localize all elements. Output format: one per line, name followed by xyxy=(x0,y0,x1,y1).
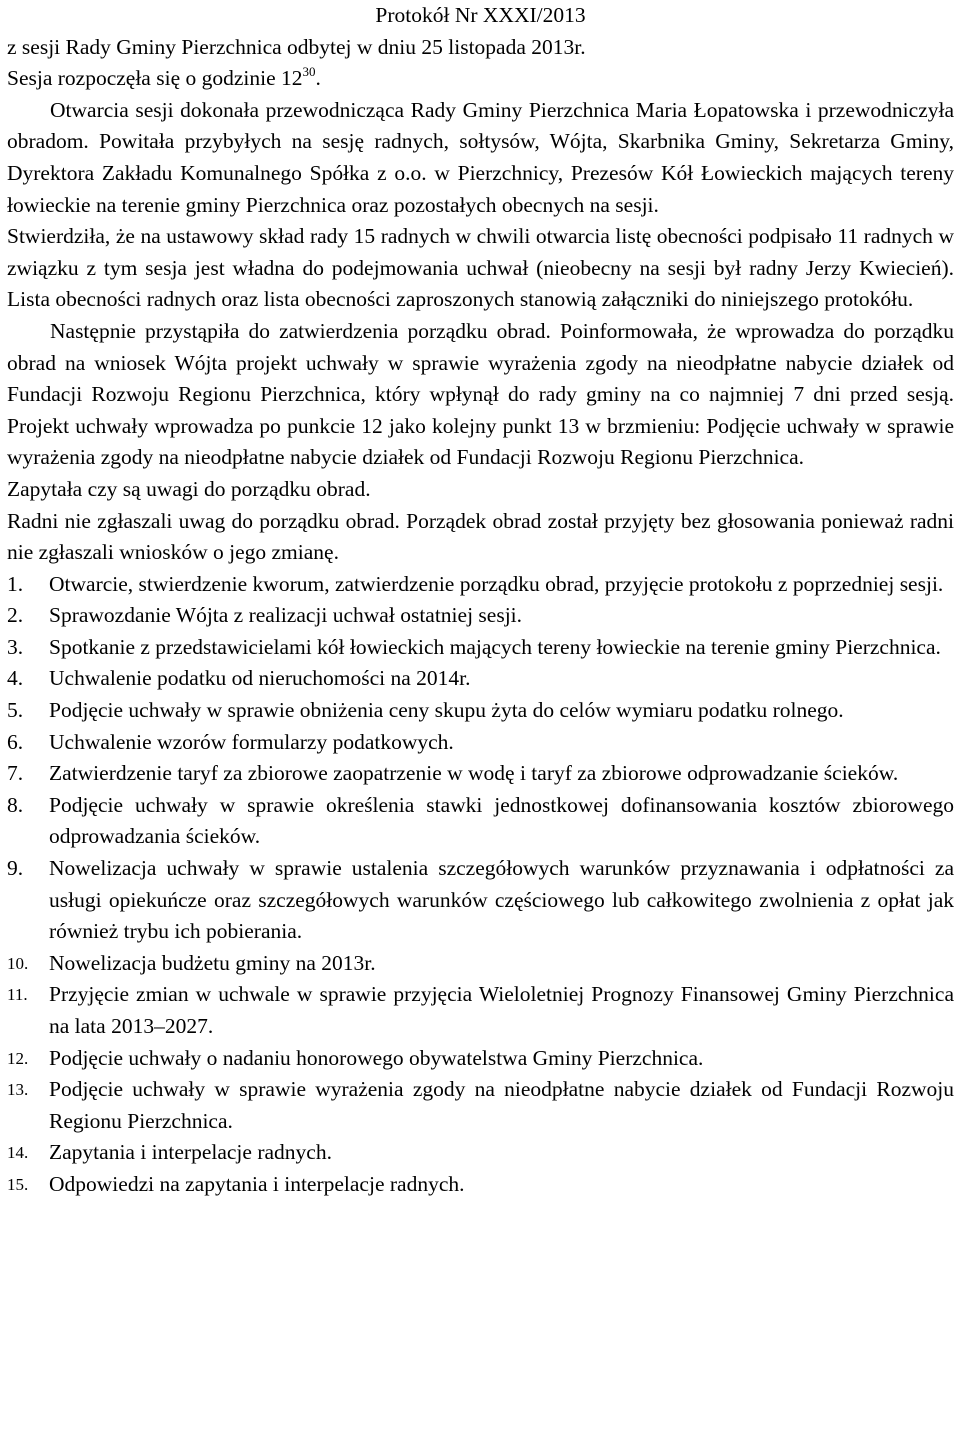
agenda-item xyxy=(7,1169,954,1201)
agenda-item-number: 13. xyxy=(7,1080,29,1100)
agenda-item-number: 11. xyxy=(7,985,28,1005)
agenda-item-text: Podjęcie uchwały w sprawie określenia stawki jednostkowej dofinansowania kosztów zbiorowego odprowadzania ścieków. xyxy=(49,792,954,849)
agenda-item-text: Zatwierdzenie taryf za zbiorowe zaopatrzenie w wodę i taryf za zbiorowe odprowadzanie ścieków. xyxy=(49,761,899,786)
agenda-paragraph: Następnie przystąpiła do zatwierdzenia porządku obrad. Poinformowała, że wprowadza do porządku obrad na wniosek Wójta projekt uchwały w sprawie wyrażenia zgody na nieodpłatne nabycie działek od Fundacji Rozwoju Regionu Pierzchnica, który wpłynął do rady gminy na co najmniej 7 dni przed sesją. Projekt uchwały wprowadza po punkcie 12 jako kolejny punkt 13 w brzmieniu: Podjęcie uchwały w sprawie wyrażenia zgody na nieodpłatne nabycie działek od Fundacji Rozwoju Regionu Pierzchnica. xyxy=(7,318,954,470)
agenda-item-number: 3. xyxy=(7,634,24,659)
session-start-end: . xyxy=(315,66,321,91)
agenda-item-number: 15. xyxy=(7,1174,29,1194)
agenda-item-number: 14. xyxy=(7,1143,29,1163)
agenda-item-number: 10. xyxy=(7,953,29,973)
agenda-item xyxy=(7,695,954,727)
agenda-item-text: Spotkanie z przedstawicielami kół łowieckich mających tereny łowieckie na terenie gminy Pierzchnica. xyxy=(49,634,941,659)
agenda-item-text: Nowelizacja uchwały w sprawie ustalenia szczegółowych warunków przyznawania i odpłatności za usługi opiekuńcze oraz szczegółowych warunków częściowego lub całkowitego zwolnienia z opłat jak również trybu ich pobierania. xyxy=(49,856,954,944)
agenda-item xyxy=(7,663,954,695)
agenda-item-text: Uchwalenie podatku od nieruchomości na 2014r. xyxy=(49,666,471,691)
response-paragraph: Radni nie zgłaszali uwag do porządku obrad. Porządek obrad został przyjęty bez głosowania ponieważ radni nie zgłaszali wniosków o jego zmianę. xyxy=(7,508,954,565)
agenda-item-text: Odpowiedzi na zapytania i interpelacje radnych. xyxy=(49,1171,465,1196)
agenda-item-text: Zapytania i interpelacje radnych. xyxy=(49,1140,332,1165)
session-subtitle: z sesji Rady Gminy Pierzchnica odbytej w dniu 25 listopada 2013r. xyxy=(7,34,586,59)
agenda-item-text: Podjęcie uchwały w sprawie wyrażenia zgody na nieodpłatne nabycie działek od Fundacji Rozwoju Regionu Pierzchnica. xyxy=(49,1077,954,1133)
agenda-item-number: 6. xyxy=(7,729,24,754)
agenda-item xyxy=(7,1043,954,1075)
agenda-item xyxy=(7,758,954,790)
agenda-item xyxy=(7,1137,954,1169)
agenda-list xyxy=(7,569,954,1201)
session-start-minutes: 30 xyxy=(302,64,316,80)
agenda-item-text: Przyjęcie zmian w uchwale w sprawie przyjęcia Wieloletniej Prognozy Finansowej Gminy Pierzchnica na lata 2013–2027. xyxy=(49,982,954,1038)
agenda-item xyxy=(7,632,954,664)
session-start-text: Sesja rozpoczęła się o godzinie 12 xyxy=(7,66,303,91)
agenda-item-number: 9. xyxy=(7,856,24,881)
agenda-item-number: 1. xyxy=(7,571,24,596)
agenda-item xyxy=(7,1074,954,1137)
agenda-item-number: 12. xyxy=(7,1048,29,1068)
agenda-item-number: 8. xyxy=(7,792,24,817)
agenda-item xyxy=(7,790,954,853)
session-start-line xyxy=(7,63,954,95)
agenda-item-text: Podjęcie uchwały w sprawie obniżenia ceny skupu żyta do celów wymiaru podatku rolnego. xyxy=(49,698,844,723)
document-title: Protokół Nr XXXI/2013 xyxy=(375,3,586,27)
agenda-item-number: 5. xyxy=(7,698,24,723)
agenda-item xyxy=(7,948,954,980)
agenda-item-text: Otwarcie, stwierdzenie kworum, zatwierdzenie porządku obrad, przyjęcie protokołu z poprzedniej sesji. xyxy=(49,571,944,596)
agenda-item-number: 4. xyxy=(7,666,24,691)
question-line: Zapytała czy są uwagi do porządku obrad. xyxy=(7,476,371,501)
agenda-item-text: Podjęcie uchwały o nadaniu honorowego obywatelstwa Gminy Pierzchnica. xyxy=(49,1045,704,1070)
agenda-item xyxy=(7,853,954,948)
agenda-item xyxy=(7,600,954,632)
agenda-item-text: Nowelizacja budżetu gminy na 2013r. xyxy=(49,950,376,975)
agenda-item xyxy=(7,979,954,1042)
opening-paragraph: Otwarcia sesji dokonała przewodnicząca Rady Gminy Pierzchnica Maria Łopatowska i przewodniczyła obradom. Powitała przybyłych na sesję radnych, sołtysów, Wójta, Skarbnika Gminy, Sekretarza Gminy, Dyrektora Zakładu Komunalnego Spółka z o.o. w Pierzchnicy, Prezesów Kół Łowieckich mających tereny łowieckie na terenie gminy Pierzchnica oraz pozostałych obecnych na sesji. xyxy=(7,97,954,217)
agenda-item-text: Uchwalenie wzorów formularzy podatkowych. xyxy=(49,729,454,754)
quorum-paragraph: Stwierdziła, że na ustawowy skład rady 15 radnych w chwili otwarcia listę obecności podpisało 11 radnych w związku z tym sesja jest władna do podejmowania uchwał (nieobecny na sesji był radny Jerzy Kwiecień). Lista obecności radnych oraz lista obecności zaproszonych stanowią załączniki do niniejszego protokółu. xyxy=(7,224,954,312)
agenda-item-number: 7. xyxy=(7,761,24,786)
agenda-item-text: Sprawozdanie Wójta z realizacji uchwał ostatniej sesji. xyxy=(49,603,523,628)
agenda-item xyxy=(7,727,954,759)
agenda-item xyxy=(7,569,954,601)
agenda-item-number: 2. xyxy=(7,603,24,628)
